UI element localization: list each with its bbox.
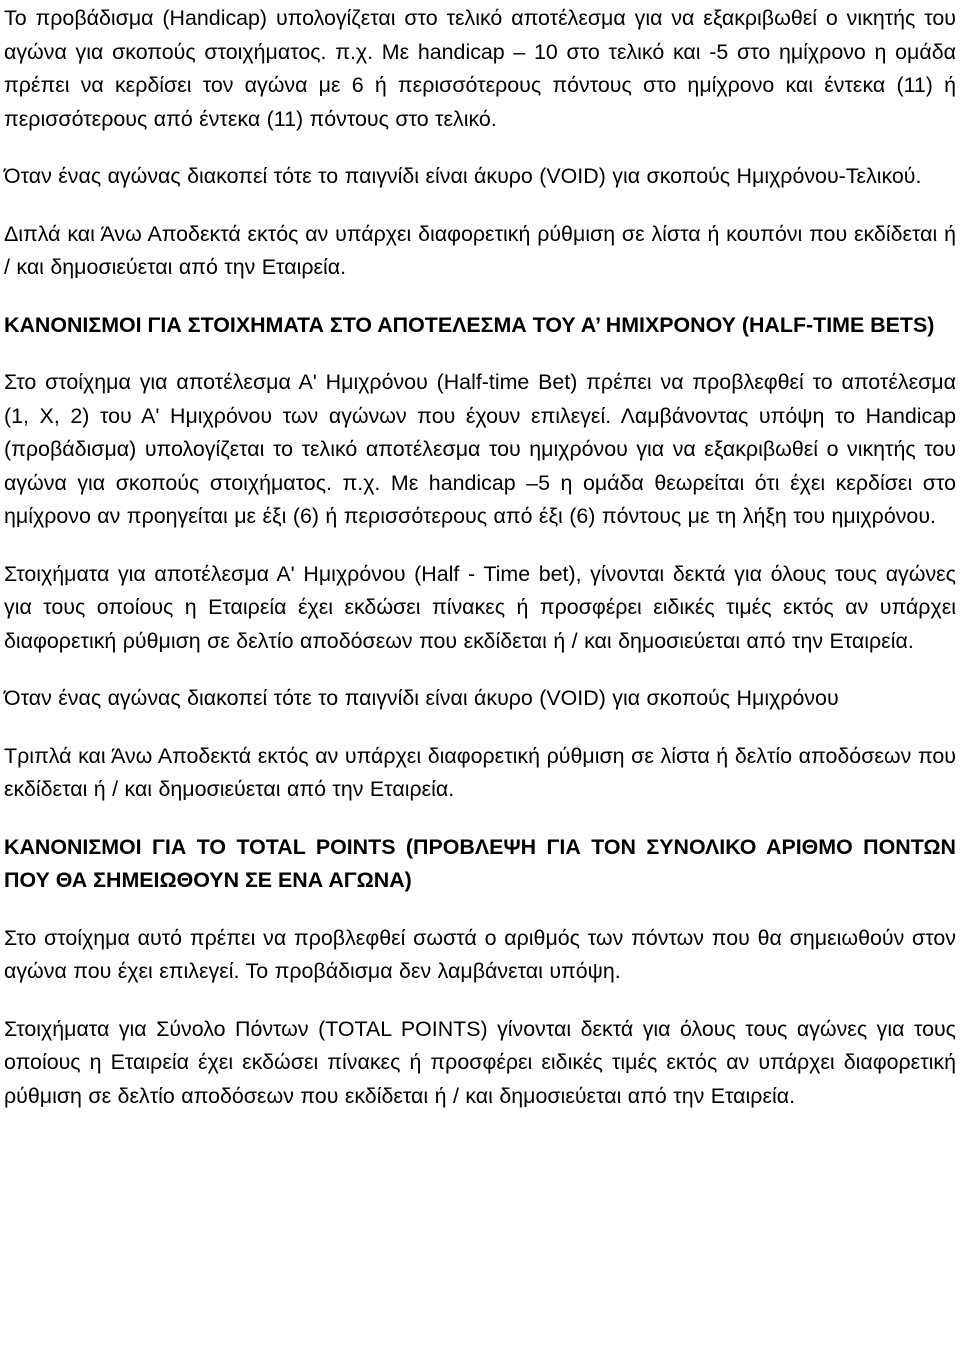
paragraph-triples-accepted: Τριπλά και Άνω Αποδεκτά εκτός αν υπάρχει διαφορετική ρύθμιση σε λίστα ή δελτίο αποδόσεων που εκδίδεται ή / και δημοσιεύεται από την Εταιρεία. — [4, 743, 956, 801]
heading-half-time-bets: ΚΑΝΟΝΙΣΜΟΙ ΓΙΑ ΣΤΟΙΧΗΜΑΤΑ ΣΤΟ ΑΠΟΤΕΛΕΣΜΑ ΤΟΥ Α’ ΗΜΙΧΡΟΝΟΥ (HALF-TIME BETS) — [4, 312, 935, 337]
paragraph-total-points-acceptance: Στοιχήματα για Σύνολο Πόντων (TOTAL POINTS) γίνονται δεκτά για όλους τους αγώνες για τους οποίους η Εταιρεία έχει εκδώσει πίνακες ή προσφέρει ειδικές τιμές εκτός αν υπάρχει διαφορετική ρύθμιση σε δελτίο αποδόσεων που εκδίδεται ή / και δημοσιεύεται από την Εταιρεία. — [4, 1016, 956, 1108]
paragraph-doubles-accepted: Διπλά και Άνω Αποδεκτά εκτός αν υπάρχει διαφορετική ρύθμιση σε λίστα ή κουπόνι που εκδίδεται ή / και δημοσιεύεται από την Εταιρεία. — [4, 221, 956, 279]
paragraph-void-halftime: Όταν ένας αγώνας διακοπεί τότε το παιγνίδι είναι άκυρο (VOID) για σκοπούς Ημιχρόνου — [4, 686, 839, 710]
paragraph-total-points-rules: Στο στοίχημα αυτό πρέπει να προβλεφθεί σωστά ο αριθμός των πόντων που θα σημειωθούν στον αγώνα που έχει επιλεγεί. Το προβάδισμα δεν λαμβάνεται υπόψη. — [4, 925, 956, 983]
paragraph-handicap-final: Το προβάδισμα (Handicap) υπολογίζεται στο τελικό αποτέλεσμα για να εξακριβωθεί ο νικητής του αγώνα για σκοπούς στοιχήματος. π.χ. Με handicap – 10 στο τελικό και -5 στο ημίχρονο η ομάδα πρέπει να κερδίσει τον αγώνα με 6 ή περισσότερους πόντους στο ημίχρονο και έντεκα (11) ή περισσότερους από έντεκα (11) πόντους στο τελικό. — [4, 6, 956, 131]
heading-total-points: ΚΑΝΟΝΙΣΜΟΙ ΓΙΑ ΤΟ TOTAL POINTS (ΠΡΟΒΛΕΨΗ ΓΙΑ ΤΟΝ ΣΥΝΟΛΙΚΟ ΑΡΙΘΜΟ ΠΟΝΤΩΝ ΠΟΥ ΘΑ ΣΗΜΕΙΩΘΟΥΝ ΣΕ ΕΝΑ ΑΓΩΝΑ) — [4, 834, 956, 892]
paragraph-void-halftime-final: Όταν ένας αγώνας διακοπεί τότε το παιγνίδι είναι άκυρο (VOID) για σκοπούς Ημιχρόνου-Τελικού. — [4, 164, 922, 188]
paragraph-half-time-bet-rules: Στο στοίχημα για αποτέλεσμα Α' Ημιχρόνου (Half-time Bet) πρέπει να προβλεφθεί το αποτέλεσμα (1, Χ, 2) του Α' Ημιχρόνου των αγώνων που έχουν επιλεγεί. Λαμβάνοντας υπόψη το Handicap (προβάδισμα) υπολογίζεται το τελικό αποτέλεσμα του ημιχρόνου για να εξακριβωθεί ο νικητής του αγώνα για σκοπούς στοιχήματος. π.χ. Με handicap –5 η ομάδα θεωρείται ότι έχει κερδίσει στο ημίχρονο αν προηγείται με έξι (6) ή περισσότερους από έξι (6) πόντους με τη λήξη του ημιχρόνου. — [4, 370, 956, 528]
paragraph-half-time-acceptance: Στοιχήματα για αποτέλεσμα Α' Ημιχρόνου (Half - Time bet), γίνονται δεκτά για όλους τους αγώνες για τους οποίους η Εταιρεία έχει εκδώσει πίνακες ή προσφέρει ειδικές τιμές εκτός αν υπάρχει διαφορετική ρύθμιση σε δελτίο αποδόσεων που εκδίδεται ή / και δημοσιεύεται από την Εταιρεία. — [4, 561, 956, 653]
